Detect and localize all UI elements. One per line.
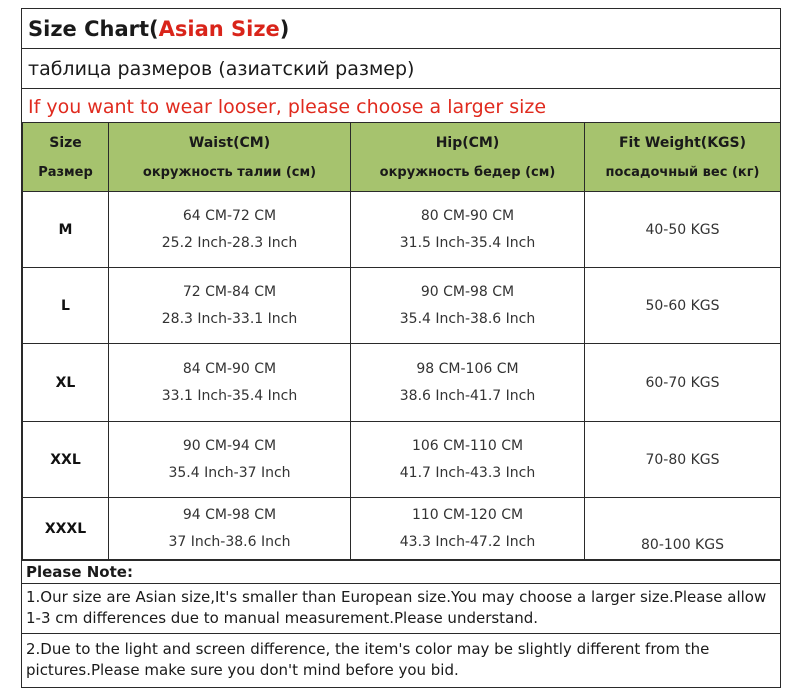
column-header-hip: Hip(CM) окружность бедер (см) — [351, 123, 585, 192]
size-table — [22, 122, 781, 560]
note-item-1: 1.Our size are Asian size,It's smaller than European size.You may choose a larger size.Please allow 1-3 cm differences due to manual measurement.Please understand. — [22, 584, 780, 634]
table-row-xl — [23, 344, 781, 422]
size-cell: XL — [23, 344, 109, 422]
looser-fit-notice: If you want to wear looser, please choose a larger size — [28, 96, 547, 118]
chart-subtitle: таблица размеров (азиатский размер) — [22, 49, 780, 89]
waist-cell: 94 CM-98 CM 37 Inch-38.6 Inch — [109, 498, 351, 560]
note-item-2: 2.Due to the light and screen difference, the item's color may be slightly different from the pictures.Please make sure you don't mind before you bid. — [26, 640, 710, 679]
waist-cell: 90 CM-94 CM 35.4 Inch-37 Inch — [109, 422, 351, 498]
hip-cell: 110 CM-120 CM 43.3 Inch-47.2 Inch — [351, 498, 585, 560]
table-header-row — [23, 123, 781, 192]
size-cell: XXXL — [23, 498, 109, 560]
table-row-m — [23, 192, 781, 268]
hip-cell: 98 CM-106 CM 38.6 Inch-41.7 Inch — [351, 344, 585, 422]
size-cell: L — [23, 268, 109, 344]
waist-cell: 64 CM-72 CM 25.2 Inch-28.3 Inch — [109, 192, 351, 268]
size-cell: XXL — [23, 422, 109, 498]
table-row-xxl — [23, 422, 781, 498]
hip-cell: 106 CM-110 CM 41.7 Inch-43.3 Inch — [351, 422, 585, 498]
column-header-waist: Waist(CM) окружность талии (см) — [109, 123, 351, 192]
waist-cell: 72 CM-84 CM 28.3 Inch-33.1 Inch — [109, 268, 351, 344]
hip-cell: 80 CM-90 CM 31.5 Inch-35.4 Inch — [351, 192, 585, 268]
chart-title — [22, 9, 780, 49]
column-header-size: Size Размер — [23, 123, 109, 192]
title-suffix: ) — [279, 17, 290, 41]
weight-cell: 60-70 KGS — [585, 344, 781, 422]
title-accent: Asian Size — [158, 17, 280, 41]
table-row-xxxl — [23, 498, 781, 560]
hip-cell: 90 CM-98 CM 35.4 Inch-38.6 Inch — [351, 268, 585, 344]
size-cell: M — [23, 192, 109, 268]
waist-cell: 84 CM-90 CM 33.1 Inch-35.4 Inch — [109, 344, 351, 422]
size-chart-frame — [21, 8, 781, 688]
weight-cell: 40-50 KGS — [585, 192, 781, 268]
notes-heading: Please Note: — [22, 560, 780, 584]
weight-cell: 80-100 KGS — [585, 498, 781, 560]
weight-cell: 70-80 KGS — [585, 422, 781, 498]
column-header-weight: Fit Weight(KGS) посадочный вес (кг) — [585, 123, 781, 192]
title-prefix: Size Chart( — [28, 17, 159, 41]
table-row-l — [23, 268, 781, 344]
weight-cell: 50-60 KGS — [585, 268, 781, 344]
